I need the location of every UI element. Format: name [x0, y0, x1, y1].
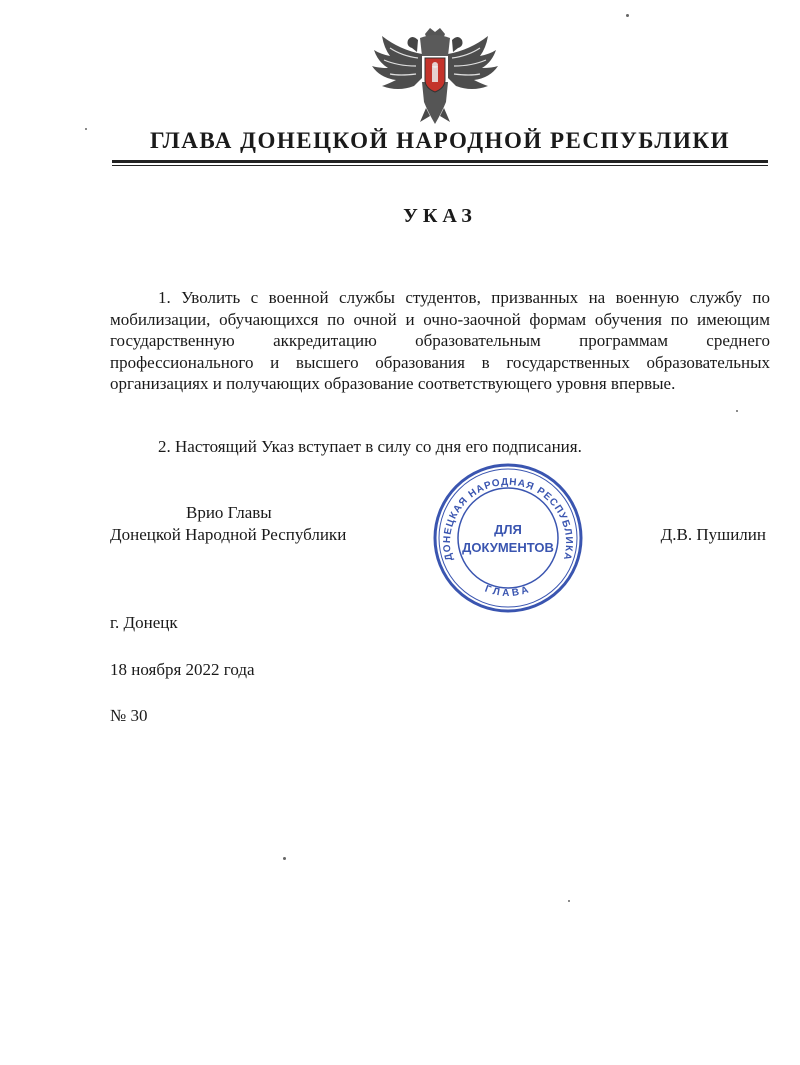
paragraph-2: 2. Настоящий Указ вступает в силу со дня его подписания. — [158, 437, 582, 456]
coat-of-arms-icon — [370, 28, 500, 128]
paragraph-1: 1. Уволить с военной службы студентов, призванных на военную службу по мобилизации, обучающихся по очной и очно-заочной формам обучения по имеющим государственную аккредитацию образовательным программам среднего профессионального и высшего образования в государственных образовательных организациях и получающих образование соответствующего уровня впервые. — [110, 288, 770, 393]
header-rule-thin — [112, 165, 768, 166]
header-title: ГЛАВА ДОНЕЦКОЙ НАРОДНОЙ РЕСПУБЛИКИ — [149, 128, 731, 153]
signatory-title-line2: Донецкой Народной Республики — [110, 525, 347, 544]
stamp-center-line1: ДЛЯ — [494, 522, 522, 537]
signatory-name: Д.В. Пушилин — [660, 525, 766, 544]
issue-city: г. Донецк — [110, 613, 178, 632]
document-type: УКАЗ — [403, 205, 477, 227]
scan-speck — [283, 857, 286, 860]
scan-speck — [626, 14, 629, 17]
stamp-bottom-text: ГЛАВА — [483, 583, 533, 600]
scan-speck — [85, 128, 87, 130]
svg-text:ГЛАВА — [483, 584, 533, 600]
official-stamp — [432, 462, 584, 614]
decree-number: № 30 — [110, 706, 148, 725]
scan-speck — [568, 900, 570, 902]
issue-date: 18 ноября 2022 года — [110, 660, 255, 679]
stamp-center-line2: ДОКУМЕНТОВ — [462, 540, 554, 555]
signatory-title-line1: Врио Главы — [186, 503, 272, 522]
header-rule-thick — [112, 160, 768, 163]
scan-speck — [736, 410, 738, 412]
stamp-ring-text: ДОНЕЦКАЯ НАРОДНАЯ РЕСПУБЛИКА — [441, 476, 575, 562]
